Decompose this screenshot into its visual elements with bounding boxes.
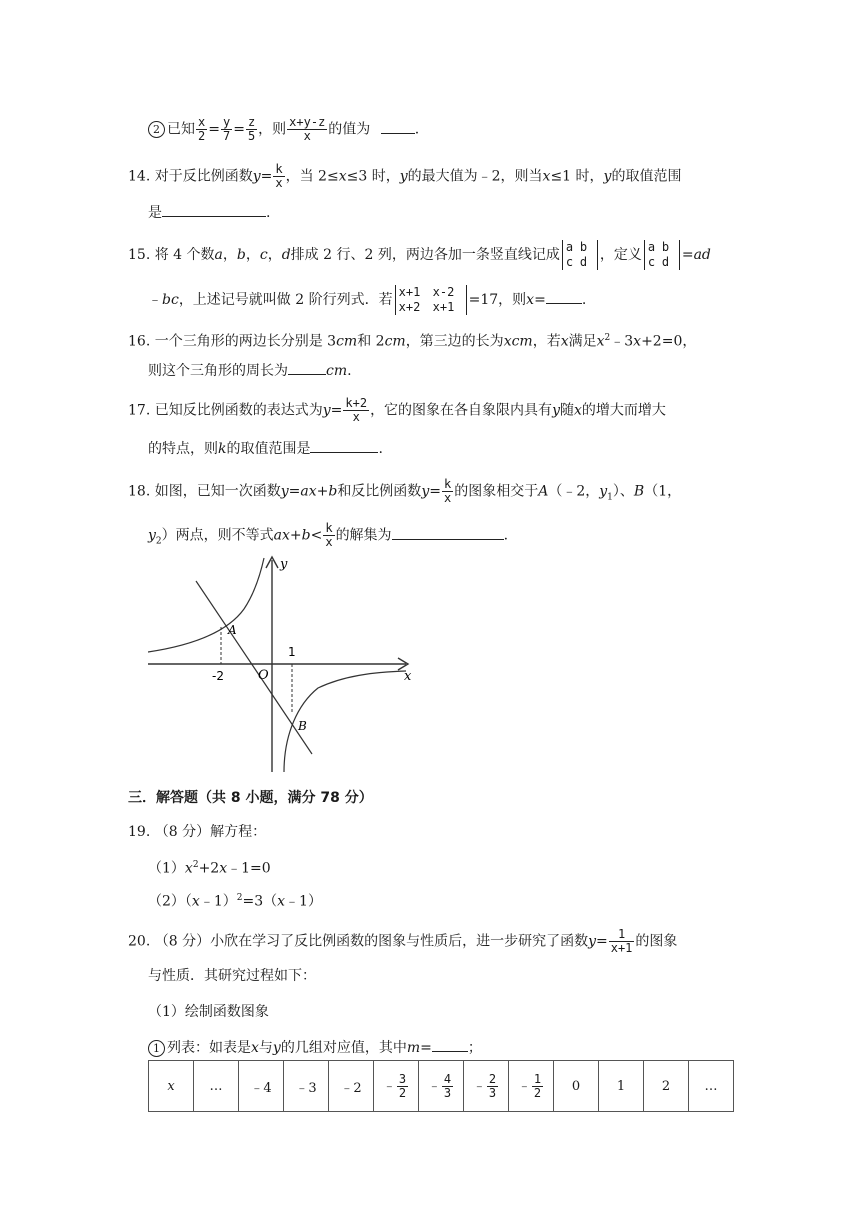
q17-line2: 的特点，则k的取值范围是 . bbox=[148, 438, 383, 459]
q18-line2: $y_2$）两点，则不等式ax+b< $\frac{k}{x}$ 的解集为 . bbox=[148, 521, 509, 549]
answer-blank bbox=[381, 119, 415, 134]
q20-line1: 20. （8 分）小欣在学习了反比例函数的图象与性质后，进一步研究了函数y= $\frac{1}{x+1}$ 的图象 bbox=[128, 927, 678, 955]
answer-blank bbox=[288, 360, 326, 375]
table-cell: 2 bbox=[644, 1061, 689, 1112]
table-cell: ﹣4 bbox=[239, 1061, 284, 1112]
q15-line2: ﹣bc，上述记号就叫做 2 阶行列式．若 x+1 x-2 x+2 x+1 =17，则x= . bbox=[148, 285, 587, 314]
determinant-abcd: a b c d bbox=[562, 240, 598, 270]
table-cell: ﹣ $\frac{4}{3}$ bbox=[419, 1061, 464, 1112]
fraction-k2-x: $\frac{k+2}{x}$ bbox=[345, 396, 368, 424]
table-row bbox=[149, 1061, 734, 1112]
q17-line1: 17. 已知反比例函数的表达式为y= $\frac{k+2}{x}$ ，它的图象在各自象限内具有y随x的增大而增大 bbox=[128, 396, 666, 424]
fraction-1-xplus1: $\frac{1}{x+1}$ bbox=[610, 927, 633, 955]
fraction-k-x: $\frac{k}{x}$ bbox=[275, 162, 283, 190]
q14-line1: 14. 对于反比例函数y= $\frac{k}{x}$ ，当 2≤x≤3 时，y的最大值为﹣2，则当x≤1 时，y的取值范围 bbox=[128, 162, 682, 190]
section-heading: 三．解答题（共 8 小题，满分 78 分） bbox=[128, 790, 373, 806]
table-cell: 0 bbox=[554, 1061, 599, 1112]
q20-line3: （1）绘制函数图象 bbox=[148, 1004, 269, 1020]
table-cell: … bbox=[194, 1061, 239, 1112]
origin-label: O bbox=[258, 668, 269, 683]
q19-part2: （2）（x﹣1）$^2$=3（x﹣1） bbox=[148, 893, 322, 910]
determinant-x: x+1 x-2 x+2 x+1 bbox=[395, 285, 467, 315]
circled-number: 1 bbox=[148, 1040, 165, 1057]
fraction-k-x: $\frac{k}{x}$ bbox=[325, 521, 333, 549]
fraction-z-5: $\frac{z}{5}$ bbox=[247, 115, 256, 143]
q19-part1: $(1)x^2+2x﹣1=0$ bbox=[148, 860, 271, 877]
table-cell: ﹣2 bbox=[329, 1061, 374, 1112]
tick-neg2: -2 bbox=[212, 669, 224, 683]
q16-line1: 16. 一个三角形的两边长分别是 3cm和 2cm，第三边的长为xcm，若x满足$x^2﹣3x+2=0$， bbox=[128, 333, 697, 350]
table-cell: ﹣ $\frac{2}{3}$ bbox=[464, 1061, 509, 1112]
fraction-expr: $\frac{x+y-z}{x}$ bbox=[289, 115, 326, 143]
tick-1: 1 bbox=[288, 645, 296, 659]
table-cell: ﹣ $\frac{1}{2}$ bbox=[509, 1061, 554, 1112]
q16-line2: 则这个三角形的周长为 cm. bbox=[148, 360, 352, 381]
q19-title: 19. （8 分）解方程： bbox=[128, 824, 267, 840]
point-a-label: A bbox=[228, 623, 237, 637]
fraction-k-x: $\frac{k}{x}$ bbox=[443, 477, 452, 505]
answer-blank bbox=[310, 438, 378, 453]
circled-number: 2 bbox=[148, 121, 165, 138]
answer-blank bbox=[432, 1037, 468, 1052]
y-axis-label: y bbox=[280, 557, 288, 572]
answer-blank bbox=[392, 525, 504, 540]
function-graph bbox=[148, 554, 420, 776]
point-b-label: B bbox=[298, 719, 307, 733]
table-header-cell: x bbox=[149, 1061, 194, 1112]
table-cell: 1 bbox=[599, 1061, 644, 1112]
table-cell: ﹣ $\frac{3}{2}$ bbox=[374, 1061, 419, 1112]
q14-line2: 是 . bbox=[148, 202, 270, 223]
answer-blank bbox=[546, 289, 582, 304]
fraction-y-7: $\frac{y}{7}$ bbox=[222, 115, 231, 143]
q15-line1: 15. 将 4 个数a，b，c，d排成 2 行、2 列，两边各加一条竖直线记成 a b c d ，定义 a b c d =ad bbox=[128, 240, 711, 269]
q20-line4: 1 列表：如表是x与y的几组对应值，其中m= ； bbox=[148, 1037, 482, 1058]
answer-blank bbox=[162, 202, 266, 217]
q13-part2: 2 已知 $\frac{x}{2}$ = $\frac{y}{7}$ = $\frac{z}{5}$ ，则 $\frac{x+y-z}{x}$ 的值为 . bbox=[148, 116, 419, 143]
xy-value-table bbox=[148, 1060, 734, 1112]
q18-line1: 18. 如图，已知一次函数y=ax+b和反比例函数y= $\frac{k}{x}$ 的图象相交于A（﹣2，$y_1$）、B（1， bbox=[128, 477, 682, 505]
x-axis-label: x bbox=[404, 669, 412, 684]
table-cell: ﹣3 bbox=[284, 1061, 329, 1112]
q20-line2: 与性质．其研究过程如下： bbox=[148, 968, 316, 984]
fraction-x-2: $\frac{x}{2}$ bbox=[198, 115, 206, 143]
determinant-abcd-def: a b c d bbox=[644, 240, 680, 270]
table-cell: … bbox=[689, 1061, 734, 1112]
